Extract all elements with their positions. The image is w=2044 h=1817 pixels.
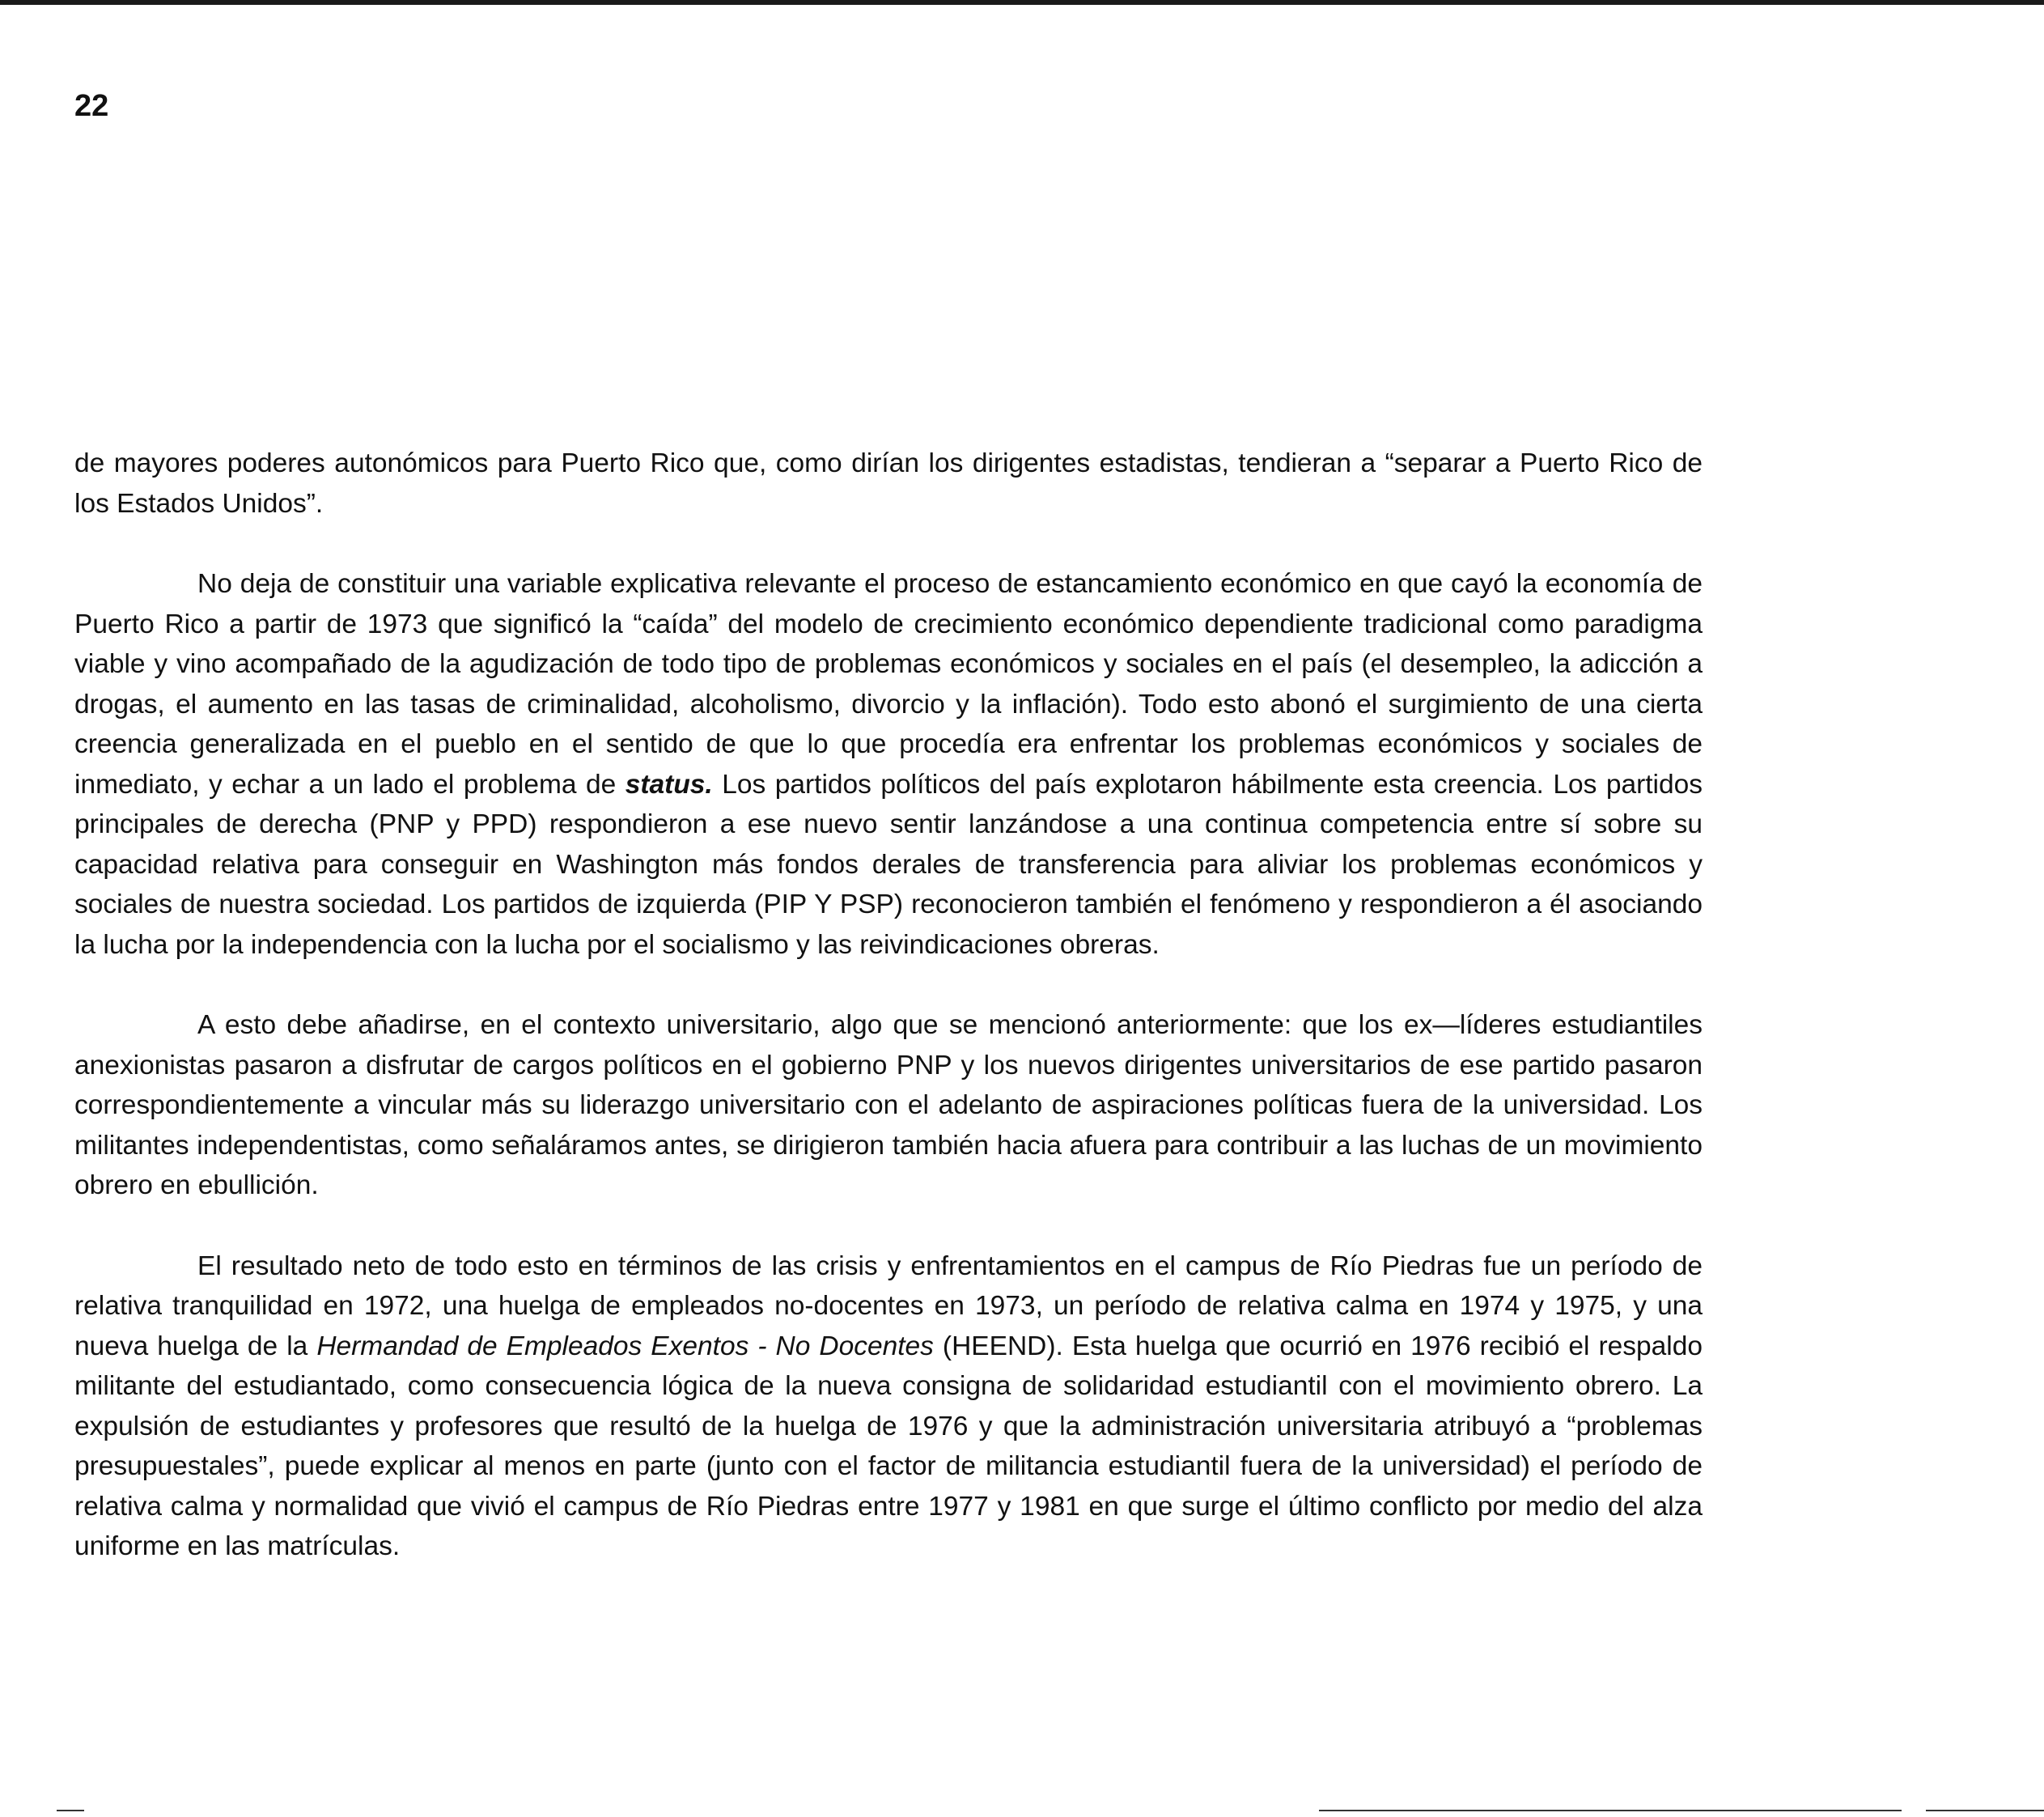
- paragraph-4: [74, 1246, 1703, 1567]
- bottom-rule-right: [1926, 1810, 2044, 1811]
- body-text: [74, 444, 1703, 1567]
- paragraph-4-text-end: (HEEND). Esta huelga que ocurrió en 1976 recibió el respaldo militante del estudiantado, como consecuencia lógica de la nueva consigna de solidaridad estudiantil con el movimiento obrero. La expulsión de estudiantes y profesores que resultó de la huelga de 1976 y que la administración universitaria atribuyó a “problemas presupuestales”, puede explicar al menos en parte (junto con el factor de militancia estudiantil fuera de la universidad) el período de relativa calma y normalidad que vivió el campus de Río Piedras entre 1977 y 1981 en que surge el último conflicto por medio del alza uniforme en las matrículas.: [74, 1331, 1703, 1561]
- paragraph-1: de mayores poderes autonómicos para Puerto Rico que, como dirían los dirigentes estadistas, tendieran a “separar a Puerto Rico de los Estados Unidos”.: [74, 448, 1703, 519]
- page-number: 22: [74, 89, 109, 123]
- paragraph-3: A esto debe añadirse, en el contexto universitario, algo que se mencionó anteriormente: que los ex—líderes estudiantiles anexionistas pasaron a disfrutar de cargos políticos en el gobierno PNP y los nuevos dirigentes universitarios de ese partido pasaron correspondientemente a vincular más su liderazgo universitario con el adelanto de aspiraciones políticas fuera de la universidad. Los militantes independentistas, como señaláramos antes, se dirigieron también hacia afuera para contribuir a las luchas de un movimiento obrero en ebullición.: [74, 1010, 1703, 1200]
- paragraph-2: [74, 564, 1703, 965]
- paragraph-2-text-start: No deja de constituir una variable explicativa relevante el proceso de estancamiento económico en que cayó la economía de Puerto Rico a partir de 1973 que significó la “caída” del modelo de crecimiento económico dependiente tradicional como paradigma viable y vino acompañado de la agudización de todo tipo de problemas económicos y sociales en el país (el desempleo, la adicción a drogas, el aumento en las tasas de criminalidad, alcoholismo, divorcio y la inflación). Todo esto abonó el surgimiento de una cierta creencia generalizada en el pueblo en el sentido de que lo que procedía era enfrentar los problemas económicos y sociales de inmediato, y echar a un lado el problema de: [74, 569, 1703, 800]
- bottom-rule-middle: [1319, 1810, 1902, 1811]
- paragraph-4-text-start: El resultado neto de todo esto en términos de las crisis y enfrentamientos en el campus de Río Piedras fue un período de relativa tranquilidad en 1972, una huelga de empleados no-docentes en 1973, un período de relativa calma en 1974 y 1975, y una nueva huelga de la: [74, 1250, 1703, 1361]
- top-border-rule: [0, 0, 2044, 5]
- paragraph-2-emphasis: status.: [625, 769, 713, 800]
- paragraph-2-text-end: Los partidos políticos del país explotaron hábilmente esta creencia. Los partidos principales de derecha (PNP y PPD) respondieron a ese nuevo sentir lanzándose a una continua competencia entre sí sobre su capacidad relativa para conseguir en Washington más fondos derales de transferencia para aliviar los problemas económicos y sociales de nuestra sociedad. Los partidos de izquierda (PIP Y PSP) reconocieron también el fenómeno y respondieron a él asociando la lucha por la independencia con la lucha por el socialismo y las reivindicaciones obreras.: [74, 769, 1703, 960]
- bottom-rule-left: [57, 1810, 84, 1811]
- paragraph-4-emphasis: Hermandad de Empleados Exentos - No Docentes: [316, 1331, 934, 1361]
